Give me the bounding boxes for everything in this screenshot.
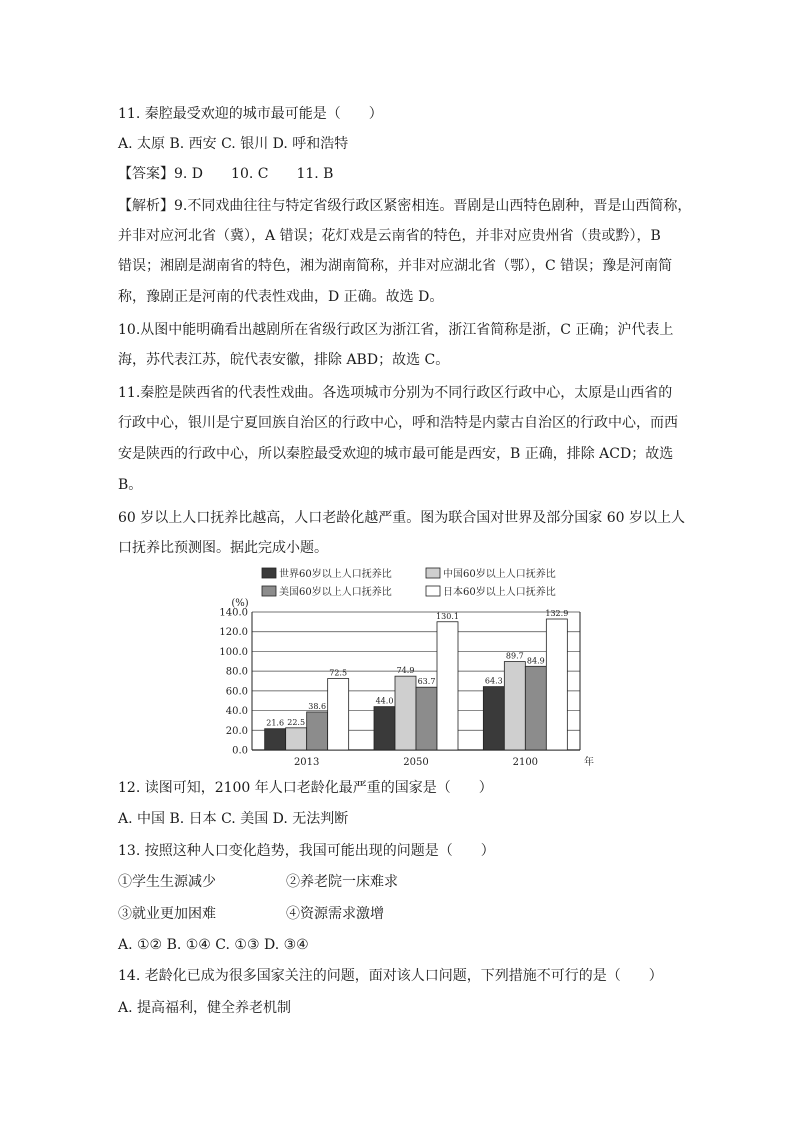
bar [546,619,567,750]
analysis-line: 安是陕西的行政中心，所以秦腔最受欢迎的城市最可能是西安，B 正确，排除 ACD；故选 [118,446,674,462]
q11-stem: 11. 秦腔最受欢迎的城市最可能是（ ） [118,106,383,122]
legend-swatch [426,586,440,596]
y-tick-label: 100.0 [219,646,248,658]
analysis-line: 【解析】9.不同戏曲往往与特定省级行政区紧密相连。晋剧是山西特色剧种，晋是山西简称， [118,198,692,214]
bar-value-label: 44.0 [375,696,394,706]
bar [437,622,458,750]
legend-swatch [426,568,440,578]
x-tick-label: 2050 [403,757,429,768]
y-tick-label: 60.0 [225,686,248,698]
y-tick-label: 20.0 [225,725,248,737]
x-tick-label: 2013 [293,757,320,768]
answer-line: 【答案】9. D 10. C 11. B [118,166,334,182]
bar-value-label: 63.7 [417,677,436,687]
legend-swatch [262,586,276,596]
bar-value-label: 130.1 [436,611,459,621]
bar-value-label: 72.5 [329,668,348,678]
q12-options: A. 中国 B. 日本 C. 美国 D. 无法判断 [118,811,349,827]
q12-stem: 12. 读图可知，2100 年人口老龄化最严重的国家是（ ） [118,780,493,796]
q13-item-1: ①学生生源减少 [118,874,216,890]
bar [265,729,286,750]
q11-options: A. 太原 B. 西安 C. 银川 D. 呼和浩特 [118,136,349,152]
y-tick-label: 0.0 [232,745,248,757]
y-tick-label: 120.0 [219,627,248,639]
bar-value-label: 132.9 [545,608,569,618]
bar [395,676,416,750]
analysis-line: 海，苏代表江苏，皖代表安徽，排除 ABD；故选 C。 [118,352,450,368]
y-tick-label: 140.0 [219,607,248,619]
q13-item-4: ④资源需求激增 [286,906,384,922]
intro-line: 口抚养比预测图。据此完成小题。 [118,540,328,556]
y-tick-label: 40.0 [225,706,248,718]
bar [504,662,525,750]
analysis-line: 11.秦腔是陕西省的代表性戏曲。各选项城市分别为不同行政区行政中心，太原是山西省的 [118,385,673,401]
analysis-line: 行政中心，银川是宁夏回族自治区的行政中心，呼和浩特是内蒙古自治区的行政中心，而西 [118,415,678,431]
y-axis-unit: (%) [231,598,249,609]
legend-label: 世界60岁以上人口抚养比 [279,569,392,580]
intro-line: 60 岁以上人口抚养比越高，人口老龄化越严重。图为联合国对世界及部分国家 60 岁以上人 [118,510,685,526]
y-tick-label: 80.0 [225,666,248,678]
q14-stem: 14. 老龄化已成为很多国家关注的问题，面对该人口问题，下列措施不可行的是（ ） [118,968,663,984]
bar-value-label: 22.5 [287,717,306,727]
q14-option-a: A. 提高福利，健全养老机制 [118,1000,292,1016]
legend-label: 日本60岁以上人口抚养比 [443,587,556,598]
analysis-line: B。 [118,477,143,493]
bar-value-label: 74.9 [396,666,415,676]
q13-options: A. ①② B. ①④ C. ①③ D. ③④ [118,937,309,953]
bar-value-label: 84.9 [526,656,545,666]
chart-svg [200,560,600,775]
bar [416,687,437,750]
bar [525,666,546,750]
x-axis-unit: 年 [584,757,594,768]
bar [374,707,395,750]
bar [286,728,307,750]
bar-value-label: 21.6 [266,718,285,728]
legend-label: 中国60岁以上人口抚养比 [443,569,556,580]
bar [307,712,328,750]
legend-swatch [262,568,276,578]
q13-item-2: ②养老院一床难求 [286,874,398,890]
analysis-line: 并非对应河北省（冀），A 错误；花灯戏是云南省的特色，并非对应贵州省（贵或黔），B [118,228,661,244]
bar-chart [200,560,600,775]
analysis-line: 称，豫剧正是河南的代表性戏曲，D 正确。故选 D。 [118,289,444,305]
bar-value-label: 64.3 [484,676,503,686]
bar [328,679,349,750]
q13-stem: 13. 按照这种人口变化趋势，我国可能出现的问题是（ ） [118,843,495,859]
x-tick-label: 2100 [512,757,539,768]
legend-label: 美国60岁以上人口抚养比 [279,587,392,598]
analysis-line: 错误；湘剧是湖南省的特色，湘为湖南简称，并非对应湖北省（鄂），C 错误；豫是河南简 [118,258,673,274]
q13-item-3: ③就业更加困难 [118,906,216,922]
bar-value-label: 89.7 [505,651,524,661]
bar [483,687,504,750]
analysis-line: 10.从图中能明确看出越剧所在省级行政区为浙江省，浙江省简称是浙，C 正确；沪代表上 [118,322,674,338]
bar-value-label: 38.6 [308,701,327,711]
